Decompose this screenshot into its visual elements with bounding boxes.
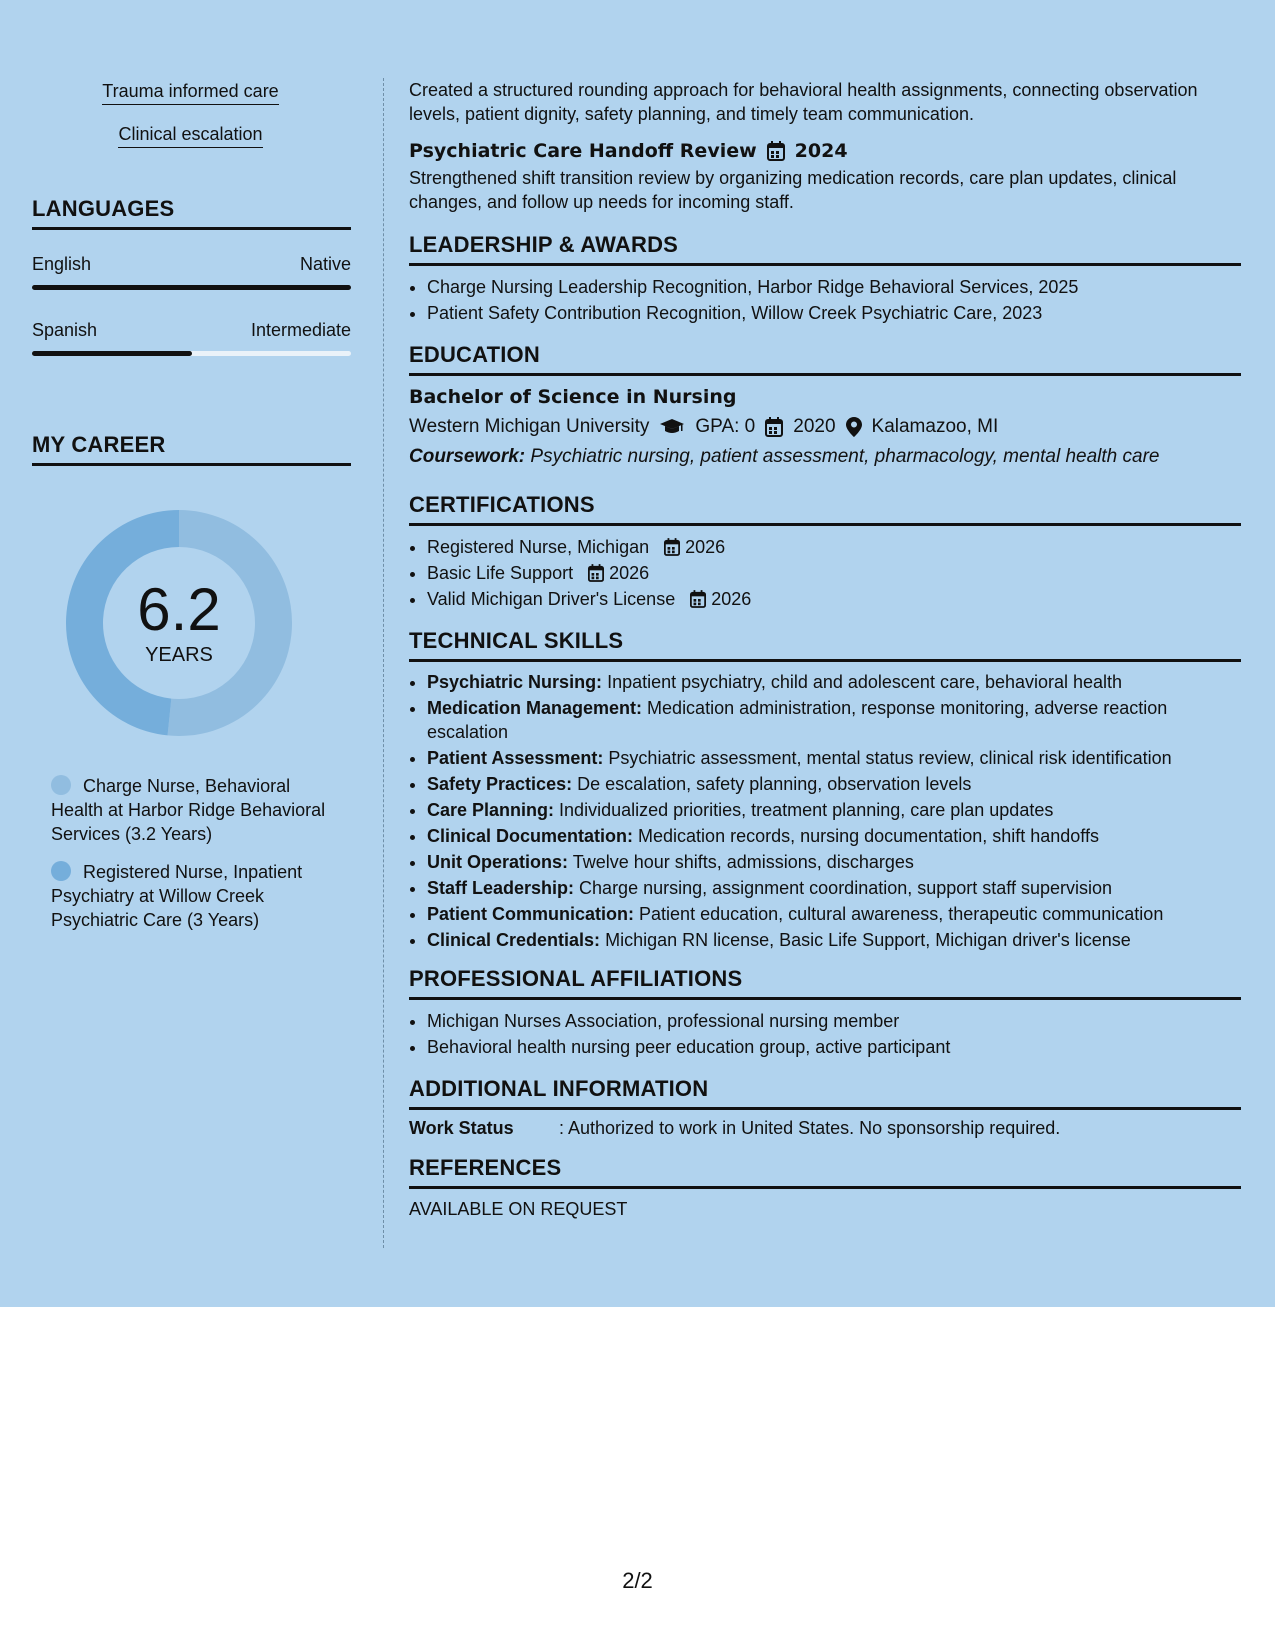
skill-item	[427, 928, 1241, 952]
certification-name: Valid Michigan Driver's License	[427, 589, 676, 609]
career-heading: MY CAREER	[32, 432, 351, 466]
skill-item	[427, 696, 1241, 744]
list-item: • Behavioral health nursing peer education group, active participant	[427, 1034, 1241, 1060]
skill-item	[427, 772, 1241, 796]
language-level: Native	[299, 254, 351, 274]
skill-label: Clinical Documentation:	[427, 826, 634, 846]
references-text: AVAILABLE ON REQUEST	[409, 1199, 628, 1219]
languages-heading: LANGUAGES	[32, 196, 351, 230]
skill-text: Psychiatric assessment, mental status review, clinical risk identification	[608, 748, 1172, 768]
degree-title: Bachelor of Science in Nursing	[409, 386, 737, 408]
coursework	[409, 442, 1241, 472]
coursework-label: Coursework:	[409, 446, 526, 467]
page-number: 2/2	[622, 1568, 653, 1593]
skill-text: Patient education, cultural awareness, therapeutic communication	[639, 904, 1164, 924]
education-section	[409, 342, 1241, 472]
certification-year: 2026	[609, 563, 650, 583]
project-intro: Created a structured rounding approach for behavioral health assignments, connecting observation levels, patient dignity, safety planning, and timely team communication.	[409, 80, 1198, 124]
graduation-cap-icon	[659, 418, 685, 436]
skill-item	[427, 824, 1241, 848]
certifications-section	[409, 492, 1241, 612]
skill-label: Medication Management:	[427, 698, 643, 718]
skill-item	[427, 876, 1241, 900]
graduation-year: 2020	[793, 416, 836, 437]
skill-text: Medication administration, response monitoring, adverse reaction escalation	[427, 698, 1168, 742]
section-heading: ADDITIONAL INFORMATION	[409, 1076, 1241, 1110]
work-status-label: Work Status	[409, 1118, 514, 1138]
certification-year: 2026	[685, 537, 726, 557]
skill-label: Patient Assessment:	[427, 748, 604, 768]
work-status	[409, 1118, 1241, 1139]
certification-item	[427, 560, 1241, 586]
career-legend	[51, 774, 331, 932]
calendar-icon	[588, 564, 604, 582]
gpa: GPA: 0	[695, 416, 756, 437]
language-proficiency-fill	[32, 285, 351, 290]
section-heading: EDUCATION	[409, 342, 1241, 376]
certification-item	[427, 586, 1241, 612]
skill-item	[427, 670, 1241, 694]
skill-text: Inpatient psychiatry, child and adolescent care, behavioral health	[607, 672, 1123, 692]
career-role-label: Charge Nurse, Behavioral Health at Harbor Ridge Behavioral Services (3.2 Years)	[51, 776, 326, 844]
calendar-icon	[767, 141, 785, 161]
language-proficiency-bar	[32, 351, 351, 356]
career-total-unit: YEARS	[145, 644, 213, 666]
affiliations-section	[409, 966, 1241, 1060]
calendar-icon	[690, 590, 706, 608]
coursework-text: Psychiatric nursing, patient assessment, pharmacology, mental health care	[530, 446, 1160, 467]
language-item	[32, 254, 351, 290]
legend-dot	[51, 775, 71, 795]
language-name: Spanish	[32, 320, 98, 340]
certification-name: Basic Life Support	[427, 563, 574, 583]
skill-text: Individualized priorities, treatment planning, care plan updates	[559, 800, 1054, 820]
skill-tag: Clinical escalation	[118, 121, 262, 148]
language-name: English	[32, 254, 92, 274]
skill-label: Unit Operations:	[427, 852, 569, 872]
list-item: • Michigan Nurses Association, professional nursing member	[427, 1008, 1241, 1034]
right-column	[409, 78, 1241, 1221]
skill-text: De escalation, safety planning, observation levels	[577, 774, 972, 794]
project-title: Psychiatric Care Handoff Review	[409, 140, 757, 162]
language-level: Intermediate	[250, 320, 351, 340]
skill-item	[427, 850, 1241, 874]
section-heading: TECHNICAL SKILLS	[409, 628, 1241, 662]
certification-name: Registered Nurse, Michigan	[427, 537, 650, 557]
list-item: • Charge Nursing Leadership Recognition, Harbor Ridge Behavioral Services, 2025	[427, 274, 1241, 300]
career-legend-item	[51, 774, 331, 846]
school-location: Kalamazoo, MI	[871, 416, 999, 437]
skill-label: Clinical Credentials:	[427, 930, 601, 950]
location-pin-icon	[846, 417, 862, 437]
project-description: Strengthened shift transition review by organizing medication records, care plan updates, clinical changes, and follow up needs for incoming staff.	[409, 168, 1177, 212]
skill-item	[427, 746, 1241, 770]
leadership-section	[409, 232, 1241, 326]
skill-text: Michigan RN license, Basic Life Support, Michigan driver's license	[605, 930, 1131, 950]
career-legend-item	[51, 860, 331, 932]
skill-text: Charge nursing, assignment coordination, support staff supervision	[579, 878, 1113, 898]
skill-item	[427, 902, 1241, 926]
technical-skills-section	[409, 628, 1241, 952]
skill-label: Patient Communication:	[427, 904, 635, 924]
certification-year: 2026	[711, 589, 752, 609]
calendar-icon	[664, 538, 680, 556]
work-status-value: : Authorized to work in United States. No sponsorship required.	[559, 1118, 1061, 1138]
list-item: • Patient Safety Contribution Recognition, Willow Creek Psychiatric Care, 2023	[427, 300, 1241, 326]
education-meta	[409, 412, 1241, 442]
language-item	[32, 320, 351, 356]
section-heading: REFERENCES	[409, 1155, 1241, 1189]
donut-center	[66, 576, 292, 667]
certification-item	[427, 534, 1241, 560]
skill-text: Medication records, nursing documentation, shift handoffs	[638, 826, 1099, 846]
left-column	[32, 78, 351, 946]
skill-label: Psychiatric Nursing:	[427, 672, 603, 692]
calendar-icon	[765, 417, 783, 437]
column-divider	[383, 78, 384, 1248]
additional-info-section	[409, 1076, 1241, 1139]
language-proficiency-bar	[32, 285, 351, 290]
skill-label: Safety Practices:	[427, 774, 573, 794]
section-heading: CERTIFICATIONS	[409, 492, 1241, 526]
language-proficiency-fill	[32, 351, 192, 356]
career-total-years: 6.2	[137, 576, 221, 643]
career-donut-chart	[66, 510, 292, 736]
skill-text: Twelve hour shifts, admissions, discharges	[572, 852, 914, 872]
school-name: Western Michigan University	[409, 416, 650, 437]
skill-item	[427, 798, 1241, 822]
skill-tag: Trauma informed care	[102, 78, 278, 105]
section-heading: LEADERSHIP & AWARDS	[409, 232, 1241, 266]
references-section	[409, 1155, 1241, 1221]
career-role-label: Registered Nurse, Inpatient Psychiatry at Willow Creek Psychiatric Care (3 Years)	[51, 862, 303, 930]
skills-tail	[30, 78, 351, 148]
project-year: 2024	[794, 140, 848, 162]
project-title-row	[409, 140, 1241, 162]
section-heading: PROFESSIONAL AFFILIATIONS	[409, 966, 1241, 1000]
skill-label: Staff Leadership:	[427, 878, 575, 898]
legend-dot	[51, 861, 71, 881]
skill-label: Care Planning:	[427, 800, 555, 820]
